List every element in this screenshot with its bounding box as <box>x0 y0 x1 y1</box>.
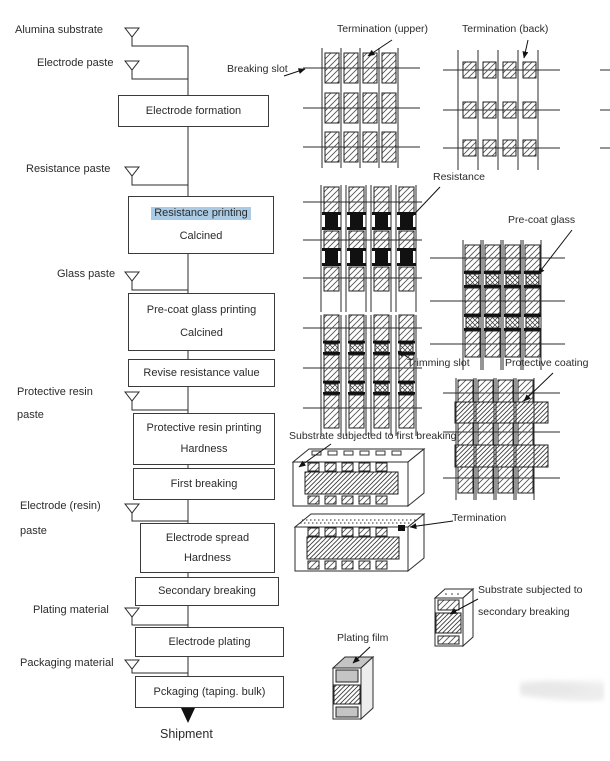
funnel-icon-glass-paste <box>125 272 188 290</box>
input-label-electrode-paste: Electrode paste <box>37 57 114 69</box>
annotation-substrate-first-breaking: Substrate subjected to first breaking <box>289 430 457 442</box>
fig-protective-coating-grid <box>443 378 560 500</box>
step-resistance-printing <box>128 196 274 254</box>
step-label: Calcined <box>179 230 223 243</box>
input-label-protective-resin-2: paste <box>17 409 44 421</box>
fig-resistance-grid <box>303 185 422 312</box>
input-label-glass-paste: Glass paste <box>57 268 116 280</box>
step-label: Hardness <box>180 443 228 456</box>
step-label: Secondary breaking <box>158 585 256 598</box>
funnel-icon-resistance-paste <box>125 167 188 185</box>
annotation-termination: Termination <box>452 512 507 524</box>
input-label-plating-material: Plating material <box>33 604 109 616</box>
input-label-alumina-substrate: Alumina substrate <box>15 24 104 36</box>
annotation-trimming-slot: Trimming slot <box>407 357 470 369</box>
input-label-packaging-material: Packaging material <box>20 657 114 669</box>
annotation-substrate-secondary-1: Substrate subjected to <box>478 584 583 596</box>
fig-termination-back-grid <box>443 50 610 170</box>
input-label-resistance-paste: Resistance paste <box>26 163 111 175</box>
step-protective-resin-printing <box>133 413 275 465</box>
funnel-icon-electrode-paste <box>125 61 188 79</box>
step-electrode-formation <box>118 95 269 127</box>
annotation-breaking-slot: Breaking slot <box>227 63 288 75</box>
step-packaging <box>135 676 284 708</box>
funnel-icon-alumina-substrate <box>125 28 188 46</box>
watermark-smudge <box>520 676 604 702</box>
step-label-highlighted: Resistance printing <box>151 207 251 220</box>
fig-termination-upper-grid <box>303 48 420 168</box>
step-first-breaking <box>133 468 275 500</box>
step-secondary-breaking <box>135 577 279 606</box>
input-label-electrode-resin: Electrode (resin) <box>20 500 101 512</box>
fig-trimming-slot-grid <box>303 315 422 436</box>
fig-plating-film-chip <box>333 657 373 719</box>
step-revise-resistance-value <box>128 359 275 387</box>
step-label: Pre-coat glass printing <box>146 304 257 317</box>
annotation-termination-upper: Termination (upper) <box>337 23 429 35</box>
fig-termination-bar <box>295 514 424 571</box>
annotation-resistance: Resistance <box>433 171 485 183</box>
funnel-icon-electrode-resin-paste <box>125 504 188 521</box>
step-electrode-plating <box>135 627 284 657</box>
step-label: Protective resin printing <box>146 422 262 435</box>
step-label: First breaking <box>170 477 238 490</box>
annotation-protective-coating: Protective coating <box>505 357 589 369</box>
annotation-pre-coat-glass: Pre-coat glass <box>508 214 576 226</box>
step-label: Calcined <box>180 327 223 340</box>
fig-pre-coat-glass-grid <box>430 240 565 370</box>
shipment-label: Shipment <box>160 727 213 741</box>
step-label: Pckaging (taping. bulk) <box>153 685 266 698</box>
fig-substrate-secondary-breaking-chip <box>435 589 473 646</box>
step-label: Electrode spread <box>165 531 250 544</box>
funnel-icon-packaging-material <box>125 660 188 673</box>
step-label: Electrode formation <box>145 104 242 117</box>
annotation-plating-film: Plating film <box>337 632 389 644</box>
shipment-arrow-icon <box>181 708 195 723</box>
annotation-termination-back: Termination (back) <box>462 23 549 35</box>
input-label-protective-resin: Protective resin <box>17 386 93 398</box>
step-pre-coat-glass-printing <box>128 293 275 351</box>
annotation-substrate-secondary-2: secondary breaking <box>478 606 570 618</box>
funnel-icon-protective-resin-paste <box>125 392 188 410</box>
step-label: Hardness <box>183 551 232 564</box>
input-label-electrode-resin-2: paste <box>20 525 47 537</box>
step-electrode-spread <box>140 523 275 573</box>
step-label: Revise resistance value <box>143 366 260 379</box>
funnel-icon-plating-material <box>125 608 188 625</box>
step-label: Electrode plating <box>168 635 251 648</box>
